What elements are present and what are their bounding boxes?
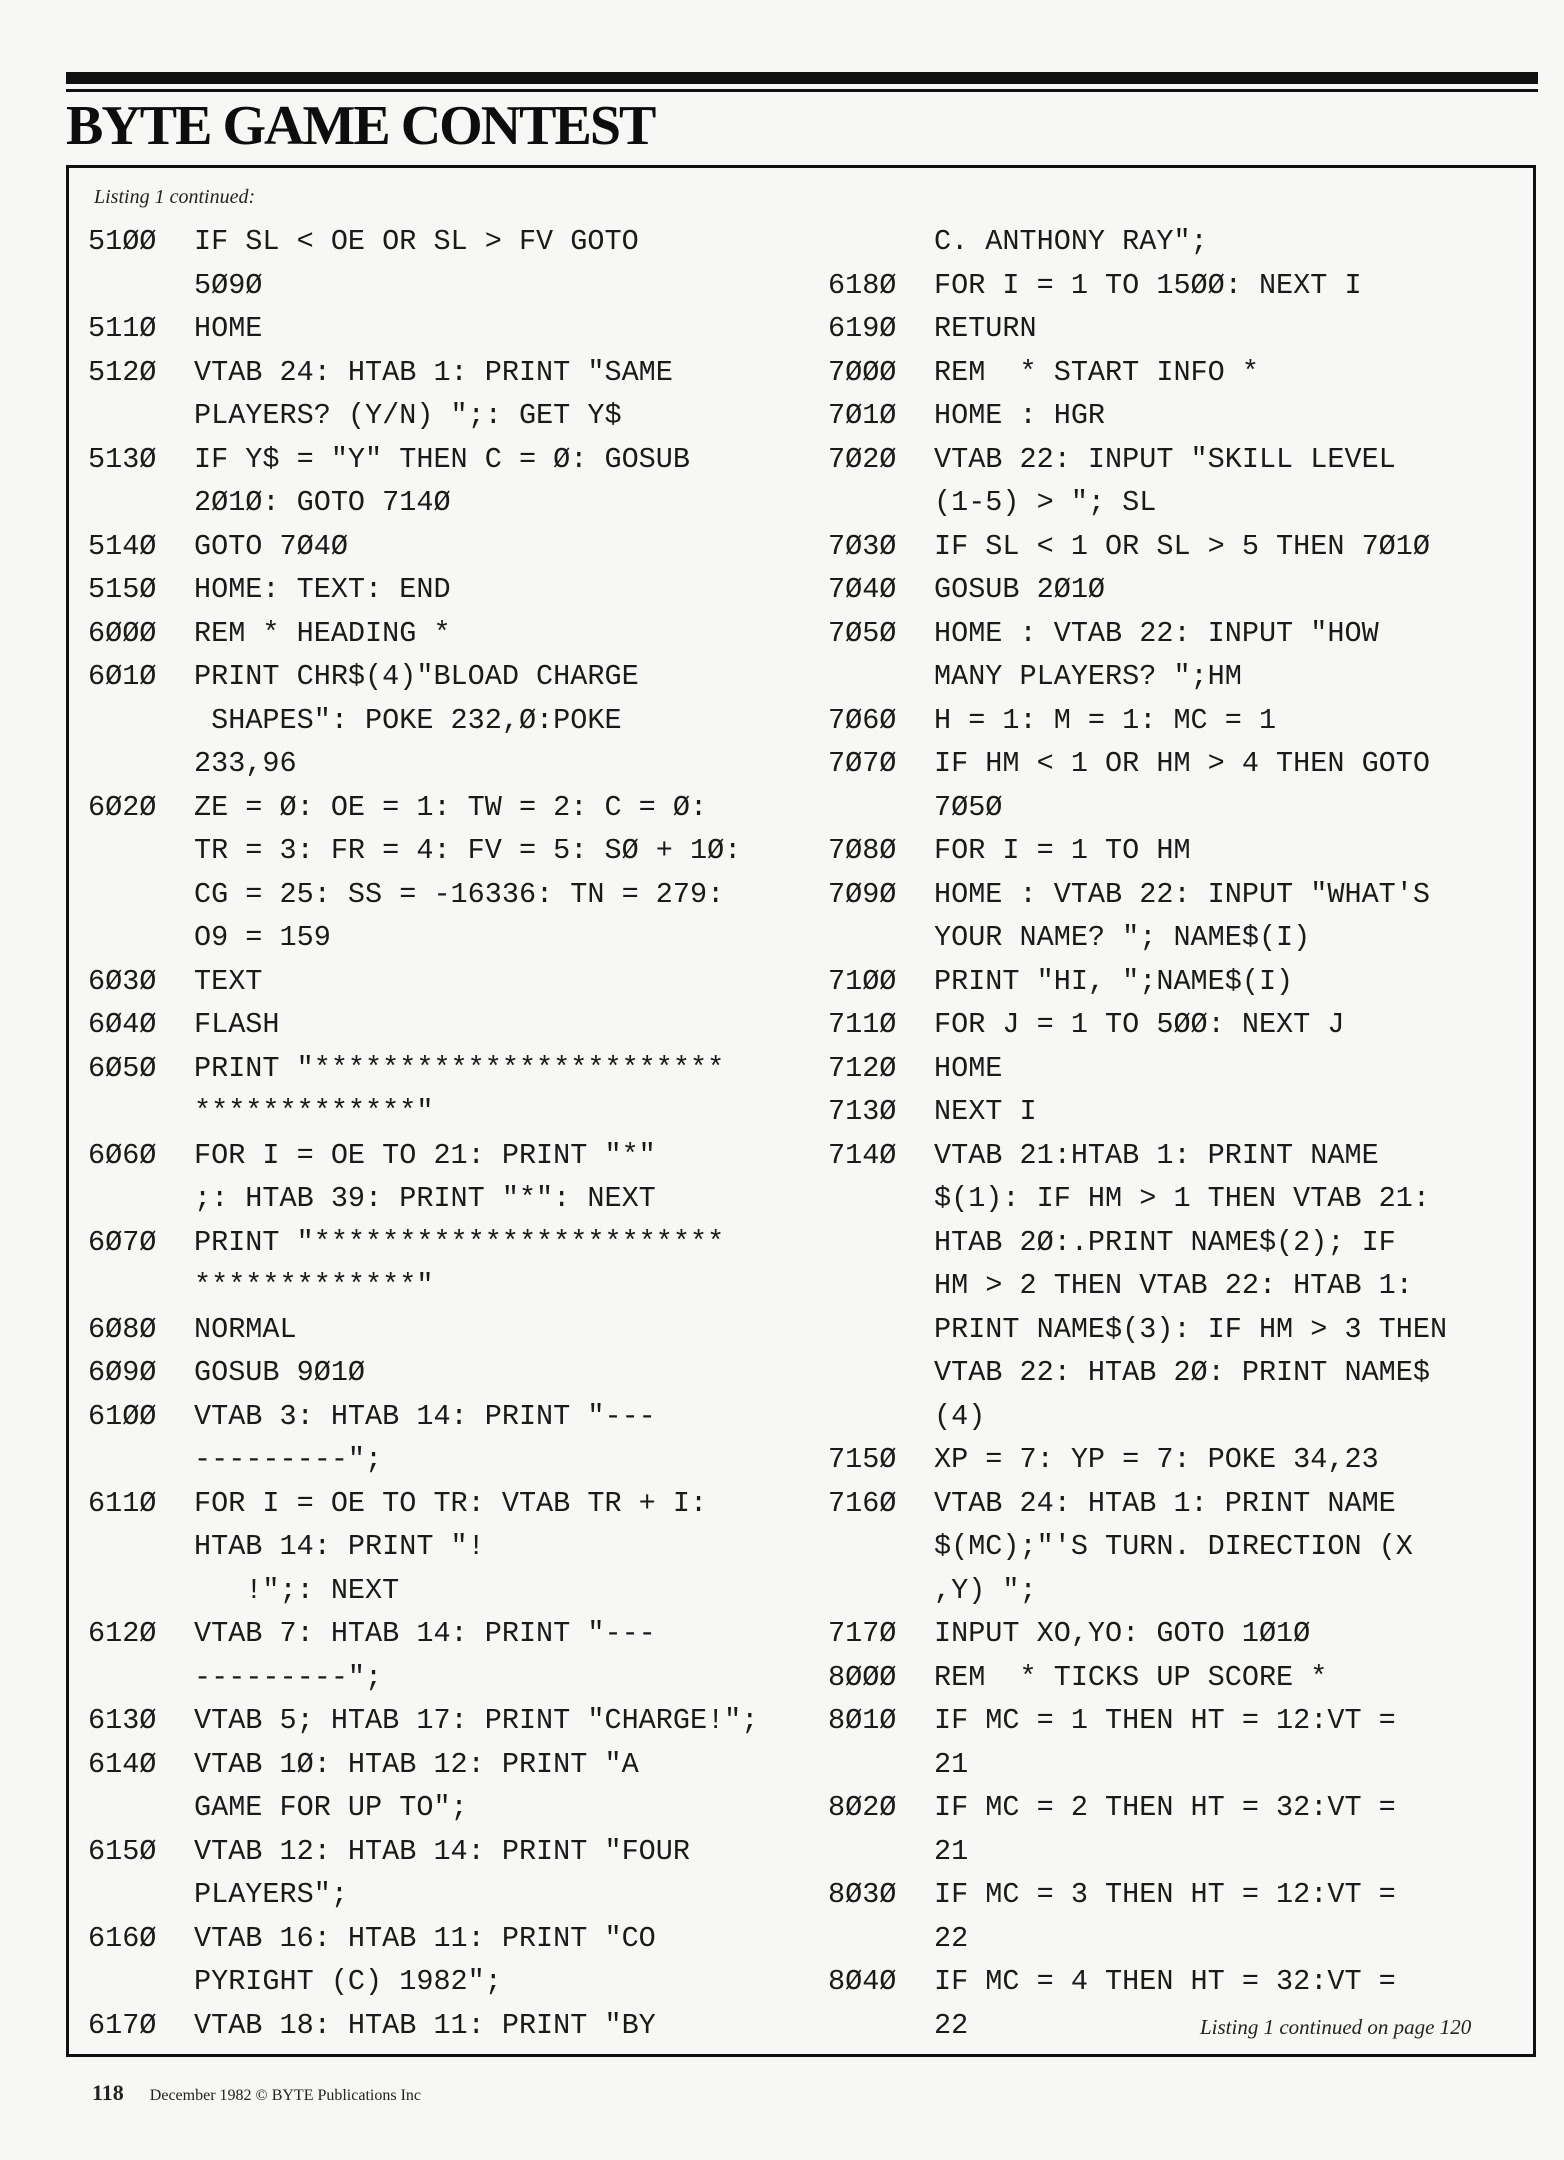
code-text: REM * START INFO *: [934, 355, 1259, 389]
code-text: IF MC = 4 THEN HT = 32:VT = 22: [934, 1965, 1396, 2042]
line-number: 6Ø5Ø: [88, 1051, 157, 1085]
code-line: [828, 699, 1534, 743]
code-text: XP = 7: YP = 7: POKE 34,23: [934, 1443, 1379, 1476]
line-number: 8Ø4Ø: [828, 1965, 897, 1998]
code-text: FOR J = 1 TO 5ØØ: NEXT J: [934, 1008, 1345, 1041]
code-text: VTAB 24: HTAB 1: PRINT "SAME PLAYERS? (Y/N) ";: GET Y$: [194, 355, 673, 432]
code-text: IF MC = 1 THEN HT = 12:VT = 21: [934, 1704, 1396, 1781]
code-line: [828, 1873, 1534, 1960]
code-text: FOR I = 1 TO HM: [934, 834, 1191, 867]
code-line: [88, 1308, 834, 1352]
code-text: TEXT: [194, 964, 263, 998]
line-number: 713Ø: [828, 1095, 897, 1128]
code-text: REM * TICKS UP SCORE *: [934, 1660, 1328, 1694]
line-number: 7Ø3Ø: [828, 529, 897, 563]
code-text: GOTO 7Ø4Ø: [194, 529, 348, 563]
line-number: 711Ø: [828, 1008, 897, 1041]
code-text: VTAB 3: HTAB 14: PRINT "--- ---------";: [194, 1399, 656, 1476]
line-number: 712Ø: [828, 1051, 897, 1085]
line-number: 514Ø: [88, 529, 157, 563]
code-line: [828, 307, 1534, 351]
code-line: [828, 220, 1534, 264]
code-text: PRINT "************************ *************": [194, 1051, 725, 1128]
header-rule-thin: [66, 89, 1538, 92]
code-text: FOR I = OE TO TR: VTAB TR + I: HTAB 14: PRINT "! !";: NEXT: [194, 1486, 708, 1607]
line-number: 6Ø7Ø: [88, 1225, 157, 1259]
continued-note: Listing 1 continued on page 120: [1200, 2015, 1472, 2039]
code-line: [88, 1482, 834, 1613]
line-number: 6Ø9Ø: [88, 1356, 157, 1389]
code-text: VTAB 12: HTAB 14: PRINT "FOUR PLAYERS";: [194, 1834, 690, 1911]
code-text: HOME : HGR: [934, 399, 1106, 432]
code-line: [828, 612, 1534, 699]
code-line: [828, 829, 1534, 873]
code-line: [88, 1743, 834, 1830]
line-number: 715Ø: [828, 1443, 897, 1476]
code-line: [828, 873, 1534, 960]
code-text: HOME: [194, 312, 263, 345]
page-number: 118: [92, 2080, 124, 2105]
code-text: VTAB 21:HTAB 1: PRINT NAME $(1): IF HM > 1 THEN VTAB 21: HTAB 2Ø:.PRINT NAME$(2); IF HM > 2 THEN VTAB 22: HTAB 1: PRINT NAME$(3): IF HM > 3 THEN VTAB 22: HTAB 2Ø: PRINT NAME$ (4): [934, 1138, 1448, 1433]
code-text: C. ANTHONY RAY";: [934, 225, 1208, 258]
line-number: 8Ø2Ø: [828, 1791, 897, 1824]
code-line: [88, 1003, 834, 1047]
code-text: HOME : VTAB 22: INPUT "WHAT'S YOUR NAME? "; NAME$(I): [934, 877, 1430, 954]
line-number: 7Ø5Ø: [828, 616, 897, 650]
line-number: 8ØØØ: [828, 1660, 897, 1694]
code-line: [88, 307, 834, 351]
code-text: PRINT CHR$(4)"BLOAD CHARGE SHAPES": POKE 232,Ø:POKE 233,96: [194, 660, 639, 780]
code-line: [828, 960, 1534, 1004]
code-line: [828, 568, 1534, 612]
code-text: VTAB 1Ø: HTAB 12: PRINT "A GAME FOR UP TO";: [194, 1747, 639, 1824]
header-rule-thick: [66, 72, 1538, 84]
line-number: 612Ø: [88, 1617, 157, 1650]
code-line: [88, 220, 834, 307]
code-text: IF Y$ = "Y" THEN C = Ø: GOSUB 2Ø1Ø: GOTO 714Ø: [194, 442, 690, 519]
code-line: [88, 1395, 834, 1482]
line-number: 61ØØ: [88, 1399, 157, 1433]
code-line: [88, 1047, 834, 1134]
code-text: PRINT "************************ *************": [194, 1225, 725, 1302]
code-line: [88, 1917, 834, 2004]
line-number: 7ØØØ: [828, 355, 897, 389]
code-text: GOSUB 2Ø1Ø: [934, 573, 1106, 606]
line-number: 512Ø: [88, 355, 157, 389]
code-line: [88, 1221, 834, 1308]
line-number: 7Ø6Ø: [828, 703, 897, 737]
code-text: FLASH: [194, 1008, 280, 1041]
code-line: [88, 568, 834, 612]
code-line: [88, 351, 834, 438]
code-text: H = 1: M = 1: MC = 1: [934, 703, 1277, 737]
code-line: [828, 1438, 1534, 1482]
listing-column-left: [88, 220, 834, 2047]
line-number: 8Ø3Ø: [828, 1878, 897, 1911]
code-line: [828, 1656, 1534, 1700]
code-text: IF SL < OE OR SL > FV GOTO 5Ø9Ø: [194, 225, 639, 302]
line-number: 613Ø: [88, 1704, 157, 1737]
listing-label: Listing 1 continued:: [94, 186, 256, 208]
code-text: NORMAL: [194, 1312, 297, 1346]
code-text: INPUT XO,YO: GOTO 1Ø1Ø: [934, 1617, 1311, 1650]
line-number: 511Ø: [88, 312, 157, 345]
code-text: VTAB 22: INPUT "SKILL LEVEL (1-5) > "; SL: [934, 442, 1396, 519]
code-text: RETURN: [934, 312, 1037, 345]
code-text: NEXT I: [934, 1095, 1037, 1128]
code-line: [828, 1699, 1534, 1786]
code-text: IF SL < 1 OR SL > 5 THEN 7Ø1Ø: [934, 529, 1430, 563]
line-number: 6Ø2Ø: [88, 790, 157, 824]
code-line: [828, 264, 1534, 308]
line-number: 7Ø7Ø: [828, 747, 897, 780]
code-line: [88, 1699, 834, 1743]
code-line: [88, 786, 834, 960]
code-line: [88, 612, 834, 656]
code-text: IF MC = 2 THEN HT = 32:VT = 21: [934, 1791, 1396, 1868]
code-line: [88, 960, 834, 1004]
line-number: 618Ø: [828, 268, 897, 302]
code-text: FOR I = 1 TO 15ØØ: NEXT I: [934, 268, 1362, 302]
code-line: [828, 1786, 1534, 1873]
page-title: BYTE GAME CONTEST: [66, 95, 655, 157]
code-text: HOME: TEXT: END: [194, 573, 451, 606]
code-text: PRINT "HI, ";NAME$(I): [934, 964, 1294, 998]
line-number: 617Ø: [88, 2008, 157, 2042]
line-number: 71ØØ: [828, 964, 897, 998]
line-number: [828, 220, 934, 264]
code-line: [828, 1090, 1534, 1134]
code-text: VTAB 7: HTAB 14: PRINT "--- ---------";: [194, 1617, 656, 1694]
code-line: [828, 351, 1534, 395]
code-line: [828, 1047, 1534, 1091]
line-number: 611Ø: [88, 1486, 157, 1520]
line-number: 515Ø: [88, 573, 157, 606]
line-number: 6ØØØ: [88, 616, 157, 650]
line-number: 615Ø: [88, 1834, 157, 1868]
code-text: VTAB 18: HTAB 11: PRINT "BY: [194, 2008, 656, 2042]
code-line: [88, 2004, 834, 2048]
code-line: [88, 1134, 834, 1221]
line-number: 6Ø6Ø: [88, 1138, 157, 1172]
code-line: [828, 1482, 1534, 1613]
code-text: IF HM < 1 OR HM > 4 THEN GOTO 7Ø5Ø: [934, 747, 1430, 824]
line-number: 619Ø: [828, 312, 897, 345]
code-text: VTAB 5; HTAB 17: PRINT "CHARGE!";: [194, 1704, 759, 1737]
line-number: 716Ø: [828, 1486, 897, 1520]
code-text: ZE = Ø: OE = 1: TW = 2: C = Ø: TR = 3: FR = 4: FV = 5: SØ + 1Ø: CG = 25: SS = -16336: TN = 279: O9 = 159: [194, 790, 742, 954]
code-text: GOSUB 9Ø1Ø: [194, 1356, 366, 1389]
code-line: [828, 1134, 1534, 1439]
code-text: HOME: [934, 1051, 1003, 1085]
code-line: [88, 438, 834, 525]
page-footer: [92, 2080, 421, 2106]
line-number: 714Ø: [828, 1138, 897, 1172]
line-number: 7Ø8Ø: [828, 834, 897, 867]
code-line: [88, 1830, 834, 1917]
line-number: 7Ø9Ø: [828, 877, 897, 911]
code-text: IF MC = 3 THEN HT = 12:VT = 22: [934, 1878, 1396, 1955]
code-text: REM * HEADING *: [194, 616, 451, 650]
line-number: 6Ø4Ø: [88, 1008, 157, 1041]
code-line: [828, 742, 1534, 829]
line-number: 7Ø2Ø: [828, 442, 897, 476]
code-line: [828, 525, 1534, 569]
code-line: [828, 1003, 1534, 1047]
listing-column-right: [828, 220, 1534, 2047]
code-line: [828, 438, 1534, 525]
line-number: 8Ø1Ø: [828, 1704, 897, 1737]
code-line: [88, 655, 834, 786]
code-text: HOME : VTAB 22: INPUT "HOW MANY PLAYERS? ";HM: [934, 616, 1379, 693]
code-line: [88, 1612, 834, 1699]
code-line: [828, 394, 1534, 438]
line-number: 6Ø1Ø: [88, 660, 157, 693]
line-number: 6Ø8Ø: [88, 1312, 157, 1346]
line-number: 717Ø: [828, 1617, 897, 1650]
code-line: [88, 1351, 834, 1395]
line-number: 614Ø: [88, 1747, 157, 1781]
line-number: 7Ø4Ø: [828, 573, 897, 606]
code-line: [88, 525, 834, 569]
publication-credit: December 1982 © BYTE Publications Inc: [149, 2087, 421, 2104]
code-text: VTAB 24: HTAB 1: PRINT NAME $(MC);"'S TURN. DIRECTION (X ,Y) ";: [934, 1486, 1413, 1607]
code-text: VTAB 16: HTAB 11: PRINT "CO PYRIGHT (C) 1982";: [194, 1921, 656, 1998]
line-number: 6Ø3Ø: [88, 964, 157, 998]
line-number: 7Ø1Ø: [828, 399, 897, 432]
line-number: 616Ø: [88, 1921, 157, 1955]
line-number: 513Ø: [88, 442, 157, 476]
line-number: 51ØØ: [88, 225, 157, 258]
code-text: FOR I = OE TO 21: PRINT "*" ;: HTAB 39: PRINT "*": NEXT: [194, 1138, 656, 1215]
code-line: [828, 1612, 1534, 1656]
